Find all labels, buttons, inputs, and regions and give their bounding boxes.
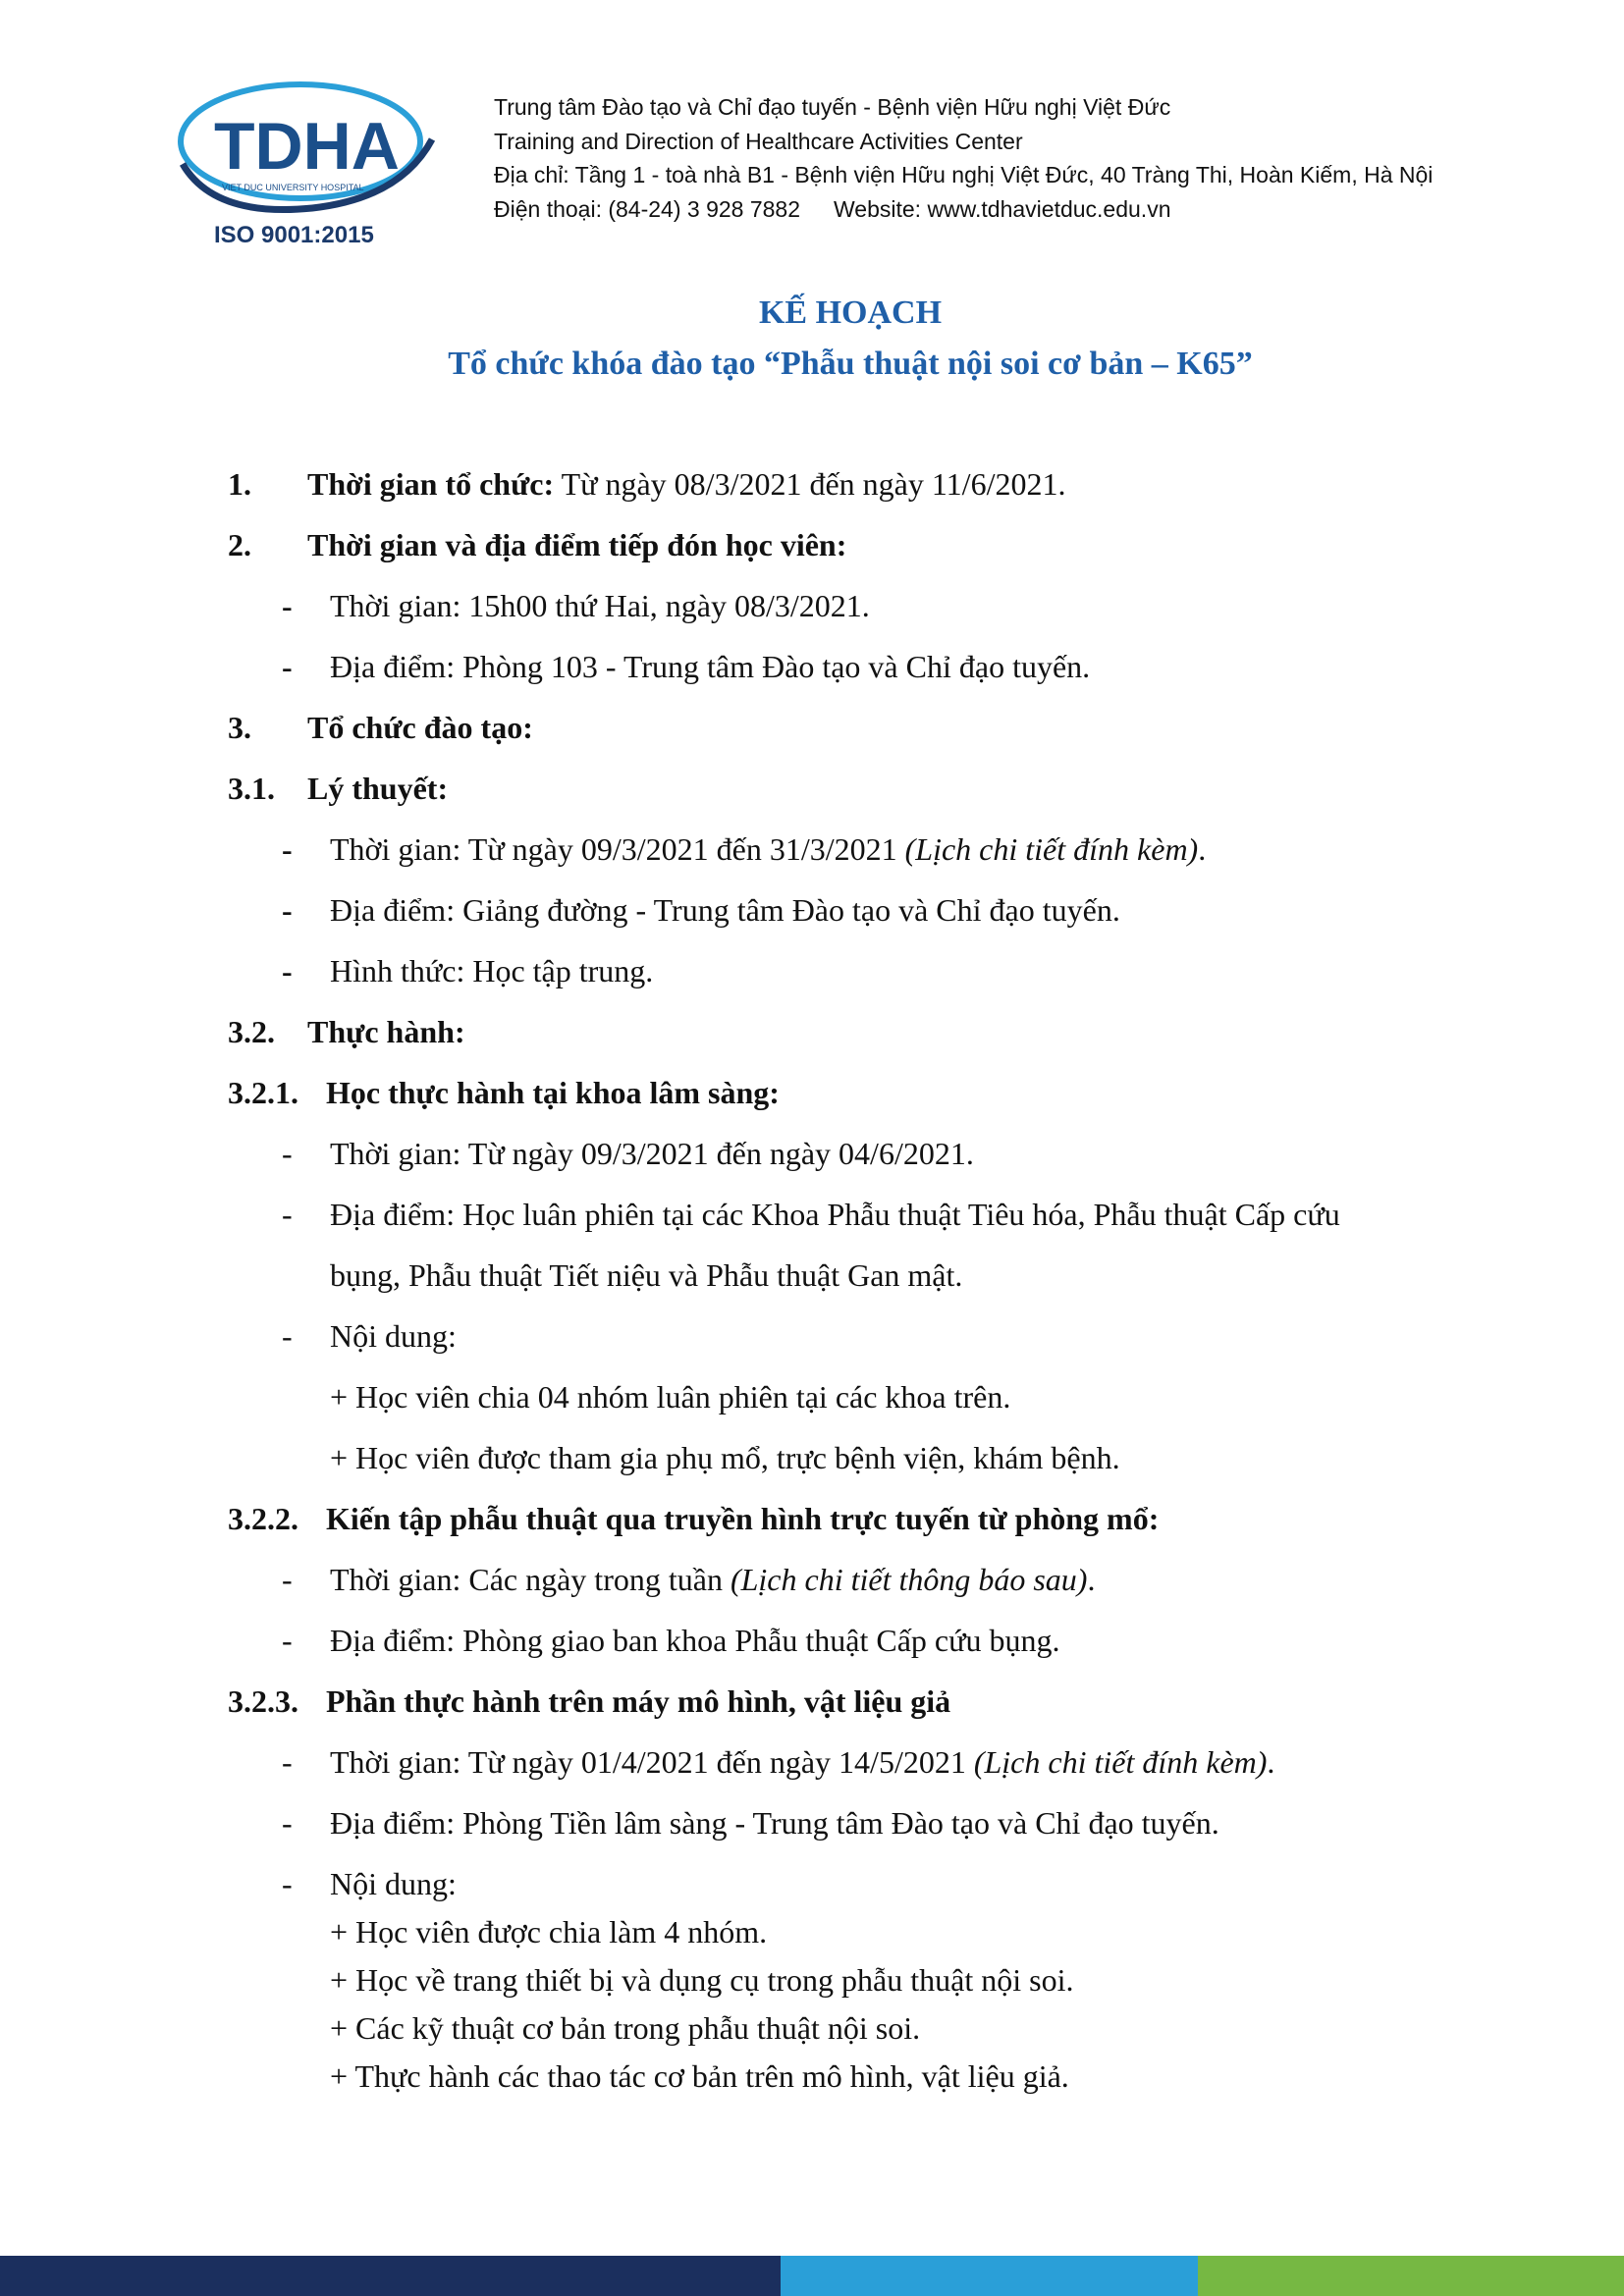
bullet-dash: - <box>282 953 293 988</box>
bullet-dash: - <box>282 1623 293 1658</box>
list-item-text: Địa điểm: Phòng 103 - Trung tâm Đào tạo và Chỉ đạo tuyến. <box>330 649 1091 684</box>
bullet-dash: - <box>282 1136 293 1171</box>
section-label: Phần thực hành trên máy mô hình, vật liệu giả <box>326 1683 951 1719</box>
header-line-contact <box>494 192 1433 227</box>
bullet-dash: - <box>282 831 293 867</box>
punctuation: . <box>1198 831 1207 867</box>
list-item-text: Nội dung: <box>330 1866 457 1901</box>
list-item-text: Hình thức: Học tập trung. <box>330 953 654 988</box>
section-number: 3.2.2. <box>228 1501 298 1536</box>
list-item-text: Nội dung: <box>330 1318 457 1354</box>
title-main: KẾ HOẠCH <box>758 294 943 331</box>
logo-cert: ISO 9001:2015 <box>214 222 374 248</box>
schedule-note: (Lịch chi tiết đính kèm) <box>973 1744 1268 1780</box>
list-item-text: Thời gian: Các ngày trong tuần <box>330 1562 731 1597</box>
section-label: Tổ chức đào tạo: <box>307 710 533 745</box>
section-number: 3.2. <box>228 1014 275 1049</box>
section-label: Thời gian và địa điểm tiếp đón học viên: <box>307 527 847 562</box>
footer-bar-green <box>1198 2256 1624 2296</box>
header-line-center: Trung tâm Đào tạo và Chỉ đạo tuyến - Bệnh viện Hữu nghị Việt Đức <box>494 94 1171 120</box>
section-number: 3.2.1. <box>228 1075 298 1110</box>
sub-item-text: + Học về trang thiết bị và dụng cụ trong phẫu thuật nội soi. <box>330 1962 1074 1998</box>
footer-bar-navy <box>0 2256 781 2296</box>
section-label: Thực hành: <box>307 1014 465 1049</box>
list-item-text: Thời gian: Từ ngày 09/3/2021 đến ngày 04/6/2021. <box>330 1136 974 1171</box>
sub-item-text: + Học viên chia 04 nhóm luân phiên tại các khoa trên. <box>330 1379 1011 1415</box>
section-number: 2. <box>228 527 251 562</box>
section-label: Lý thuyết: <box>307 771 449 806</box>
section-number: 3.2.3. <box>228 1683 298 1719</box>
list-item-text: Thời gian: Từ ngày 01/4/2021 đến ngày 14/5/2021 <box>330 1744 974 1780</box>
tdha-logo <box>175 71 440 252</box>
header-line-english: Training and Direction of Healthcare Activities Center <box>494 128 1023 154</box>
bullet-dash: - <box>282 892 293 928</box>
section-number: 3.1. <box>228 771 275 806</box>
list-item-text: Thời gian: 15h00 thứ Hai, ngày 08/3/2021. <box>330 588 870 623</box>
list-item-text: bụng, Phẫu thuật Tiết niệu và Phẫu thuật Gan mật. <box>330 1257 963 1293</box>
section-label: Kiến tập phẫu thuật qua truyền hình trực tuyến từ phòng mổ: <box>326 1501 1160 1536</box>
bullet-dash: - <box>282 1318 293 1354</box>
bullet-dash: - <box>282 1866 293 1901</box>
schedule-note: (Lịch chi tiết thông báo sau) <box>730 1562 1088 1597</box>
header-info <box>494 90 1433 226</box>
section-label: Học thực hành tại khoa lâm sàng: <box>326 1075 780 1110</box>
header-website: Website: www.tdhavietduc.edu.vn <box>834 195 1171 222</box>
logo-text: TDHA <box>214 109 400 184</box>
section-number: 3. <box>228 710 251 745</box>
sub-item-text: + Học viên được tham gia phụ mổ, trực bệnh viện, khám bệnh. <box>330 1440 1120 1475</box>
logo-subtext: VIET DUC UNIVERSITY HOSPITAL <box>222 183 364 192</box>
bullet-dash: - <box>282 1744 293 1780</box>
bullet-dash: - <box>282 649 293 684</box>
section-label: Thời gian tổ chức: <box>307 466 555 502</box>
document-title <box>0 288 1624 390</box>
sub-item-text: + Học viên được chia làm 4 nhóm. <box>330 1914 768 1949</box>
list-item-text: Địa điểm: Giảng đường - Trung tâm Đào tạo và Chỉ đạo tuyến. <box>330 892 1120 928</box>
sub-item-text: + Thực hành các thao tác cơ bản trên mô hình, vật liệu giả. <box>330 2058 1069 2094</box>
list-item-text: Địa điểm: Học luân phiên tại các Khoa Phẫu thuật Tiêu hóa, Phẫu thuật Cấp cứu <box>330 1197 1340 1232</box>
schedule-note: (Lịch chi tiết đính kèm) <box>904 831 1199 867</box>
title-sub: Tổ chức khóa đào tạo “Phẫu thuật nội soi cơ bản – K65” <box>448 346 1253 382</box>
footer-bar-blue <box>781 2256 1198 2296</box>
section-number: 1. <box>228 466 251 502</box>
list-item-text: Địa điểm: Phòng Tiền lâm sàng - Trung tâm Đào tạo và Chỉ đạo tuyến. <box>330 1805 1219 1841</box>
bullet-dash: - <box>282 1562 293 1597</box>
bullet-dash: - <box>282 1197 293 1232</box>
punctuation: . <box>1087 1562 1096 1597</box>
bullet-dash: - <box>282 1805 293 1841</box>
list-item-text: Địa điểm: Phòng giao ban khoa Phẫu thuật Cấp cứu bụng. <box>330 1623 1060 1658</box>
bullet-dash: - <box>282 588 293 623</box>
header-phone: Điện thoại: (84-24) 3 928 7882 <box>494 195 800 222</box>
punctuation: . <box>1267 1744 1275 1780</box>
section-text: Từ ngày 08/3/2021 đến ngày 11/6/2021. <box>554 466 1066 502</box>
header-line-address: Địa chỉ: Tầng 1 - toà nhà B1 - Bệnh viện Hữu nghị Việt Đức, 40 Tràng Thi, Hoàn Kiếm, Hà Nội <box>494 162 1434 187</box>
footer-color-bar <box>0 2256 1624 2296</box>
sub-item-text: + Các kỹ thuật cơ bản trong phẫu thuật nội soi. <box>330 2010 921 2046</box>
list-item-text: Thời gian: Từ ngày 09/3/2021 đến 31/3/2021 <box>330 831 905 867</box>
